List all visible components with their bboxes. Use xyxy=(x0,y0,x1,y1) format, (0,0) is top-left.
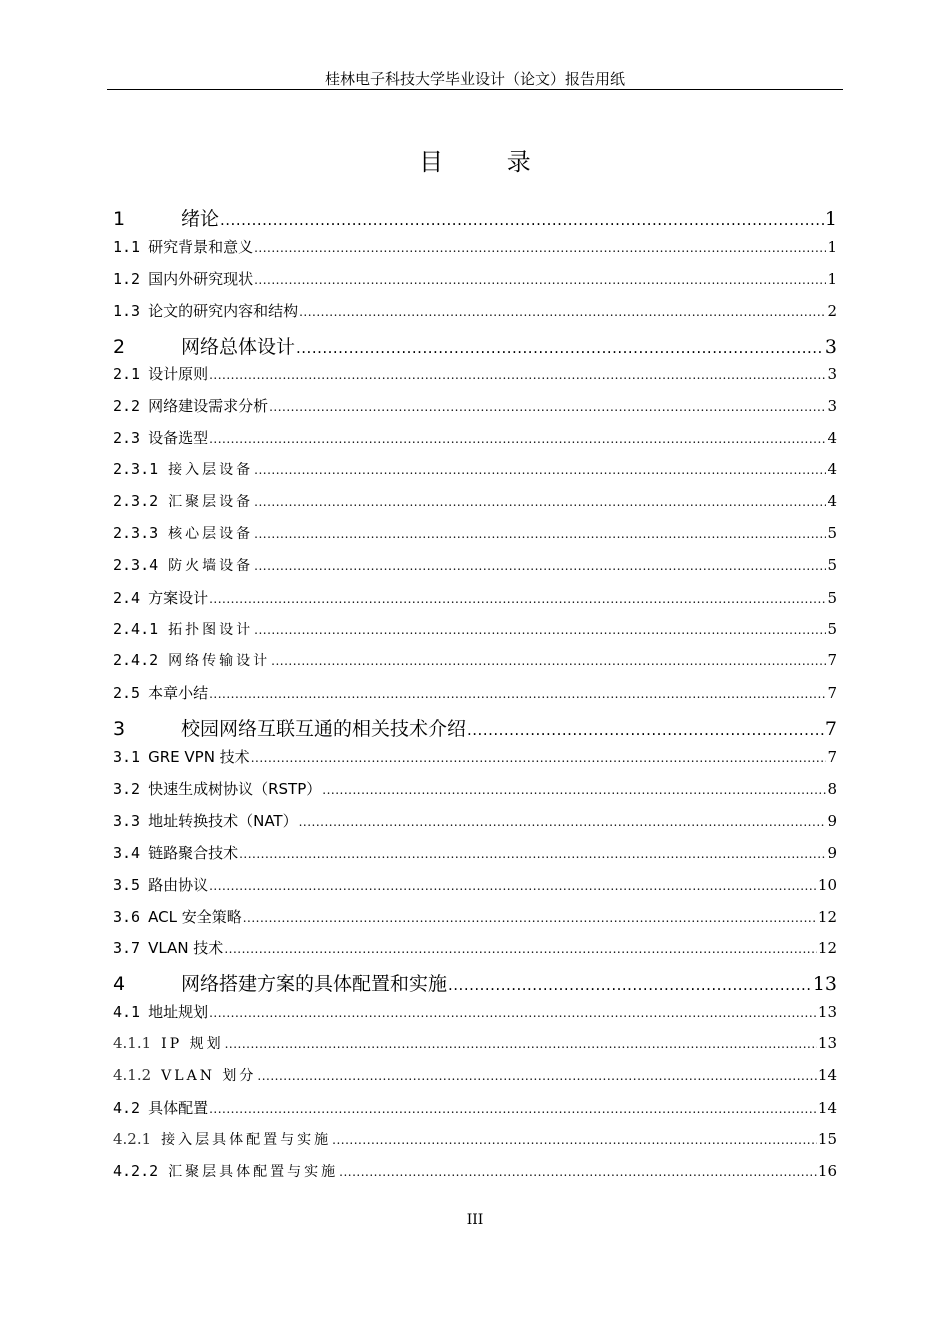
toc-entry-page: 9 xyxy=(827,811,837,830)
toc-entry-page: 12 xyxy=(817,939,837,958)
toc-entry[interactable] xyxy=(113,937,837,969)
toc-dot-leader xyxy=(254,527,826,541)
toc-entry-number: 4.1.2 xyxy=(113,1066,152,1085)
toc-entry-page: 9 xyxy=(827,843,837,862)
toc-dot-leader xyxy=(224,942,817,956)
toc-entry-number: 4.2.2 xyxy=(113,1161,159,1180)
toc-entry[interactable] xyxy=(113,459,837,491)
toc-entry-page: 7 xyxy=(827,651,837,670)
toc-entry-title: VLAN 技术 xyxy=(148,939,224,958)
toc-entry[interactable] xyxy=(113,619,837,651)
toc-dot-leader xyxy=(251,751,827,765)
toc-entry-number: 3.4 xyxy=(113,843,141,862)
toc-entry-title: 网络传输设计 xyxy=(168,653,271,670)
toc-entry[interactable] xyxy=(113,268,837,300)
toc-entry-title: 具体配置 xyxy=(148,1098,209,1117)
toc-entry[interactable] xyxy=(113,874,837,906)
toc-entry-number: 2.4 xyxy=(113,588,141,607)
toc-entry[interactable] xyxy=(113,395,837,427)
toc-entry-page: 15 xyxy=(817,1129,837,1148)
toc-entry[interactable] xyxy=(113,714,837,746)
toc-entry-title: 防火墙设备 xyxy=(168,557,254,574)
toc-entry-title: 方案设计 xyxy=(148,588,209,607)
toc-entry-number: 3.2 xyxy=(113,780,141,799)
toc-dot-leader xyxy=(254,463,826,477)
toc-entry-title: 链路聚合技术 xyxy=(148,843,239,862)
toc-entry-page: 7 xyxy=(824,718,837,741)
toc-entry-page: 13 xyxy=(812,973,837,996)
toc-entry[interactable] xyxy=(113,810,837,842)
toc-entry[interactable] xyxy=(113,1033,837,1065)
toc-entry-title: 接入层具体配置与实施 xyxy=(161,1131,332,1148)
toc-dot-leader xyxy=(209,1102,817,1116)
toc-entry[interactable] xyxy=(113,746,837,778)
toc-entry-page: 12 xyxy=(817,907,837,926)
toc-dot-leader xyxy=(254,241,826,255)
toc-dot-leader xyxy=(243,911,817,925)
toc-entry-number: 3.3 xyxy=(113,811,141,830)
toc-entry-number: 1 xyxy=(113,208,126,230)
toc-entry-page: 3 xyxy=(827,365,837,384)
toc-entry-number: 2.4.2 xyxy=(113,651,159,670)
toc-entry[interactable] xyxy=(113,555,837,587)
toc-entry[interactable] xyxy=(113,1129,837,1161)
toc-entry-number: 3.5 xyxy=(113,875,141,894)
toc-dot-leader xyxy=(239,847,826,861)
toc-dot-leader xyxy=(257,1069,817,1083)
toc-entry-page: 4 xyxy=(827,492,837,511)
toc-entry-number: 2.2 xyxy=(113,397,141,416)
toc-entry-page: 5 xyxy=(827,523,837,542)
toc-entry-number: 2.3.3 xyxy=(113,523,159,542)
toc-entry-page: 1 xyxy=(824,208,837,230)
toc-dot-leader xyxy=(209,687,826,701)
toc-entry-title: 地址转换技术（NAT） xyxy=(148,811,298,830)
toc-entry-title: 网络总体设计 xyxy=(181,335,296,358)
toc-entry[interactable] xyxy=(113,969,837,1001)
toc-entry[interactable] xyxy=(113,363,837,395)
toc-entry-page: 5 xyxy=(827,619,837,638)
toc-entry-number: 3.6 xyxy=(113,907,141,926)
toc-entry-number: 4 xyxy=(113,973,126,996)
toc-entry-number: 3.1 xyxy=(113,748,141,767)
toc-entry-page: 2 xyxy=(827,301,837,320)
toc-entry[interactable] xyxy=(113,1161,837,1193)
page-number: III xyxy=(466,1212,484,1228)
toc-entry-title: IP 规划 xyxy=(161,1036,224,1053)
toc-entry-title: 汇聚层设备 xyxy=(168,494,254,511)
toc-entry[interactable] xyxy=(113,650,837,682)
toc-entry-page: 3 xyxy=(824,335,837,358)
table-of-contents xyxy=(113,204,837,1193)
toc-dot-leader xyxy=(271,654,826,668)
toc-entry-title: 校园网络互联互通的相关技术介绍 xyxy=(181,718,467,741)
toc-dot-leader xyxy=(209,1006,817,1020)
toc-dot-leader xyxy=(209,879,817,893)
toc-entry-page: 16 xyxy=(817,1161,837,1180)
toc-entry[interactable] xyxy=(113,427,837,459)
toc-entry[interactable] xyxy=(113,300,837,332)
toc-entry-title: 研究背景和意义 xyxy=(148,237,254,256)
toc-entry-page: 14 xyxy=(817,1098,837,1117)
toc-entry-number: 4.1 xyxy=(113,1003,141,1022)
toc-entry-page: 14 xyxy=(817,1066,837,1085)
toc-dot-leader xyxy=(254,623,826,637)
toc-entry[interactable] xyxy=(113,906,837,938)
toc-entry-number: 3.7 xyxy=(113,939,141,958)
toc-entry-title: 快速生成树协议（RSTP） xyxy=(148,780,322,799)
toc-entry-number: 2.4.1 xyxy=(113,619,159,638)
toc-entry[interactable] xyxy=(113,1001,837,1033)
toc-entry[interactable] xyxy=(113,1097,837,1129)
toc-dot-leader xyxy=(332,1133,817,1147)
toc-entry-number: 3 xyxy=(113,718,126,741)
toc-entry-title: 设备选型 xyxy=(148,429,209,448)
toc-entry-page: 4 xyxy=(827,460,837,479)
toc-dot-leader xyxy=(209,368,826,382)
toc-entry[interactable] xyxy=(113,523,837,555)
toc-entry[interactable] xyxy=(113,332,837,364)
toc-dot-leader xyxy=(296,339,824,357)
toc-entry[interactable] xyxy=(113,842,837,874)
toc-dot-leader xyxy=(254,495,826,509)
toc-entry-title: 网络搭建方案的具体配置和实施 xyxy=(181,973,448,996)
toc-entry-page: 4 xyxy=(827,429,837,448)
toc-entry-number: 1.3 xyxy=(113,301,141,320)
toc-entry-number: 2.3.4 xyxy=(113,555,159,574)
toc-dot-leader xyxy=(254,273,826,287)
toc-entry-page: 3 xyxy=(827,397,837,416)
toc-entry-number: 4.1.1 xyxy=(113,1034,152,1053)
toc-dot-leader xyxy=(299,815,827,829)
toc-entry-number: 2 xyxy=(113,335,126,358)
toc-entry-title: 绪论 xyxy=(181,208,220,230)
toc-entry-title: 网络建设需求分析 xyxy=(148,397,269,416)
toc-entry-title: 拓扑图设计 xyxy=(168,621,254,638)
toc-entry-number: 4.2 xyxy=(113,1098,141,1117)
toc-entry-number: 4.2.1 xyxy=(113,1129,152,1148)
toc-entry-page: 8 xyxy=(827,780,837,799)
toc-dot-leader xyxy=(467,721,824,739)
toc-entry-title: ACL 安全策略 xyxy=(148,907,242,926)
toc-entry-page: 13 xyxy=(817,1003,837,1022)
toc-entry[interactable] xyxy=(113,778,837,810)
toc-entry-title: VLAN 划分 xyxy=(161,1068,257,1085)
toc-entry-title: 设计原则 xyxy=(148,365,209,384)
toc-entry[interactable] xyxy=(113,204,837,236)
toc-entry-page: 7 xyxy=(827,684,837,703)
toc-entry-number: 1.1 xyxy=(113,237,141,256)
toc-entry-page: 7 xyxy=(827,748,837,767)
toc-dot-leader xyxy=(269,400,826,414)
toc-dot-leader xyxy=(209,592,826,606)
toc-entry[interactable] xyxy=(113,491,837,523)
toc-entry-number: 2.3.2 xyxy=(113,492,159,511)
toc-entry-title: 路由协议 xyxy=(148,875,209,894)
toc-entry[interactable] xyxy=(113,236,837,268)
toc-entry[interactable] xyxy=(113,587,837,619)
toc-entry-title: 接入层设备 xyxy=(168,462,254,479)
page-header: 桂林电子科技大学毕业设计（论文）报告用纸 xyxy=(324,70,625,88)
toc-entry-number: 1.2 xyxy=(113,269,141,288)
toc-dot-leader xyxy=(220,211,824,229)
toc-entry-title: 本章小结 xyxy=(148,684,209,703)
toc-entry-page: 5 xyxy=(827,588,837,607)
toc-dot-leader xyxy=(322,783,826,797)
toc-entry-page: 5 xyxy=(827,555,837,574)
header-rule xyxy=(107,89,843,90)
toc-entry-title: 论文的研究内容和结构 xyxy=(148,301,299,320)
toc-entry-page: 10 xyxy=(817,875,837,894)
toc-dot-leader xyxy=(225,1037,817,1051)
toc-entry-title: 核心层设备 xyxy=(168,525,254,542)
toc-entry-number: 2.5 xyxy=(113,684,141,703)
toc-entry-title: 国内外研究现状 xyxy=(148,269,254,288)
toc-entry-page: 1 xyxy=(827,269,837,288)
toc-entry-page: 1 xyxy=(827,237,837,256)
toc-entry[interactable] xyxy=(113,682,837,714)
toc-dot-leader xyxy=(339,1165,817,1179)
toc-entry-page: 13 xyxy=(817,1034,837,1053)
toc-title: 目 录 xyxy=(419,148,559,176)
toc-entry-title: GRE VPN 技术 xyxy=(148,748,250,767)
toc-dot-leader xyxy=(299,305,826,319)
toc-dot-leader xyxy=(209,432,826,446)
toc-entry-number: 2.3.1 xyxy=(113,460,159,479)
toc-entry-title: 汇聚层具体配置与实施 xyxy=(168,1163,339,1180)
toc-dot-leader xyxy=(254,559,826,573)
toc-entry-number: 2.3 xyxy=(113,429,141,448)
toc-dot-leader xyxy=(448,976,812,994)
toc-entry-title: 地址规划 xyxy=(148,1003,209,1022)
toc-entry-number: 2.1 xyxy=(113,365,141,384)
toc-entry[interactable] xyxy=(113,1065,837,1097)
